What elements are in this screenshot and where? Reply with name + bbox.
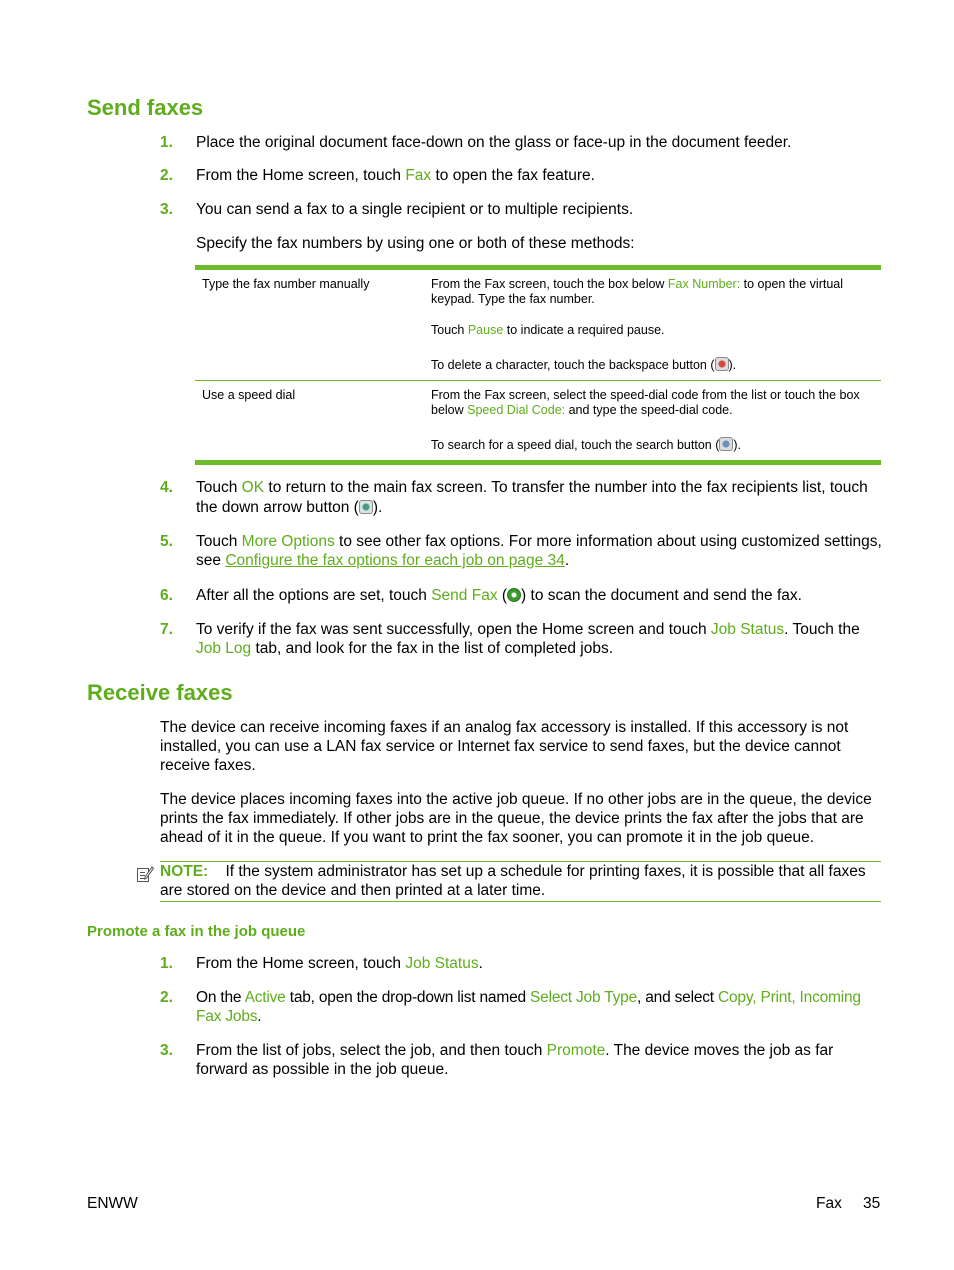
step-number: 1. — [160, 955, 173, 972]
promote-step-3 — [160, 1041, 885, 1079]
ui-term-speed-dial-code: Speed Dial Code: — [467, 403, 566, 417]
note-block — [160, 862, 885, 900]
ui-term-job-status: Job Status — [405, 955, 479, 972]
heading-send-faxes: Send faxes — [87, 95, 204, 120]
step-number: 3. — [160, 1042, 173, 1059]
ui-term-more-options: More Options — [241, 533, 335, 550]
ui-term-ok: OK — [241, 479, 265, 496]
heading-promote-fax: Promote a fax in the job queue — [87, 923, 306, 940]
note-bottom-rule — [160, 901, 881, 902]
footer-page-number: 35 — [863, 1195, 881, 1212]
table-top-rule — [195, 265, 881, 270]
step-extra-text: Specify the fax numbers by using one or both of these methods: — [196, 235, 635, 252]
step-number: 2. — [160, 989, 173, 1006]
footer-section: Fax — [816, 1195, 842, 1212]
step-2 — [160, 166, 885, 185]
step-number: 4. — [160, 479, 173, 496]
step-text: Touch More Options to see other fax options. For more information about using customized settings, see Configure the fax options for each job on page 34. — [196, 533, 882, 569]
table-cell-description: From the Fax screen, touch the box below Fax Number: to open the virtual keypad. Type the fax number. — [431, 277, 844, 306]
promote-step-1 — [160, 954, 885, 973]
ui-term-send-fax: Send Fax — [431, 587, 498, 604]
step-text: From the list of jobs, select the job, and then touch Promote. The device moves the job as far forward as possible in the job queue. — [196, 1042, 834, 1078]
step-number: 1. — [160, 134, 173, 151]
table-cell-method: Use a speed dial — [202, 388, 296, 402]
promote-step-2 — [160, 988, 885, 1026]
table-row-divider — [195, 380, 881, 381]
step-text: You can send a fax to a single recipient or to multiple recipients. — [196, 201, 634, 218]
ui-term-fax: Fax — [405, 167, 432, 184]
ui-term-job-log: Job Log — [196, 640, 252, 657]
step-5 — [160, 532, 885, 570]
step-text: After all the options are set, touch Send Fax ( ) to scan the document and send the fax. — [196, 587, 802, 604]
search-icon — [719, 437, 733, 451]
backspace-icon — [715, 357, 729, 371]
note-icon — [136, 865, 154, 883]
step-7 — [160, 620, 885, 658]
table-cell-description: Touch Pause to indicate a required pause. — [431, 323, 665, 337]
step-text: From the Home screen, touch Fax to open the fax feature. — [196, 167, 595, 184]
step-number: 5. — [160, 533, 173, 550]
step-number: 7. — [160, 621, 173, 638]
step-text: From the Home screen, touch Job Status. — [196, 955, 483, 972]
link-configure-fax-options[interactable]: Configure the fax options for each job on page 34 — [225, 552, 565, 569]
step-3 — [160, 200, 885, 253]
heading-receive-faxes: Receive faxes — [87, 680, 233, 705]
ui-term-job-types: Copy, Print, Incoming Fax Jobs — [196, 989, 861, 1025]
receive-paragraph-1: The device can receive incoming faxes if an analog fax accessory is installed. If this accessory is not installed, you can use a LAN fax service or Internet fax service to send faxes, but the device cannot receive faxes. — [160, 719, 849, 774]
table-cell-description: To delete a character, touch the backspace button ( ). — [431, 358, 737, 372]
step-number: 6. — [160, 587, 173, 604]
send-fax-icon — [507, 588, 521, 602]
footer-left: ENWW — [87, 1195, 138, 1212]
note-label: NOTE: — [160, 863, 209, 880]
step-text: To verify if the fax was sent successfully, open the Home screen and touch Job Status. Touch the Job Log tab, and look for the fax in the list of completed jobs. — [196, 621, 860, 657]
table-cell-description: From the Fax screen, select the speed-dial code from the list or touch the box below Speed Dial Code: and type the speed-dial code. — [431, 388, 860, 417]
table-bottom-rule — [195, 460, 881, 465]
step-1 — [160, 133, 885, 152]
step-6 — [160, 586, 885, 605]
ui-term-promote: Promote — [546, 1042, 606, 1059]
step-4 — [160, 478, 885, 518]
step-number: 2. — [160, 167, 173, 184]
ui-term-job-status: Job Status — [710, 621, 785, 638]
step-number: 3. — [160, 201, 173, 218]
table-cell-method: Type the fax number manually — [202, 277, 370, 291]
note-text: If the system administrator has set up a schedule for printing faxes, it is possible that all faxes are stored on the device and then printed at a later time. — [160, 863, 866, 899]
ui-term-fax-number: Fax Number: — [667, 277, 741, 291]
step-text: Touch OK to return to the main fax screen. To transfer the number into the fax recipients list, touch the down arrow button ( ). — [196, 479, 868, 516]
table-cell-description: To search for a speed dial, touch the search button ( ). — [431, 438, 742, 452]
ui-term-select-job-type: Select Job Type — [530, 989, 638, 1006]
step-text: On the Active tab, open the drop-down list named Select Job Type, and select Copy, Print, Incoming Fax Jobs. — [196, 989, 861, 1025]
ui-term-pause: Pause — [467, 323, 504, 337]
down-arrow-icon — [359, 500, 373, 514]
receive-paragraph-2: The device places incoming faxes into the active job queue. If no other jobs are in the queue, the device prints the fax immediately. If other jobs are in the queue, the device prints the fax after the jobs that are ahead of it in the queue. If you want to print the fax sooner, you can promote it in the job queue. — [160, 791, 872, 846]
ui-term-active: Active — [244, 989, 286, 1006]
step-text: Place the original document face-down on the glass or face-up in the document feeder. — [196, 134, 792, 151]
